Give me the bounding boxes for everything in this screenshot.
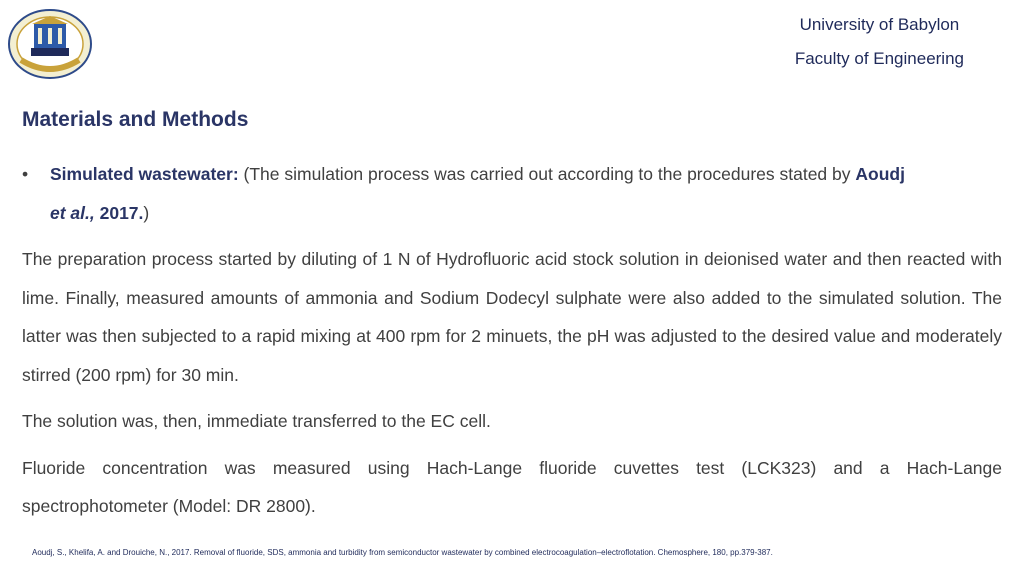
slide-title: Materials and Methods <box>22 108 249 131</box>
institution-header <box>795 8 964 76</box>
slide-body <box>22 155 1002 526</box>
bullet-item <box>22 155 1002 232</box>
faculty-name: Faculty of Engineering <box>794 49 964 68</box>
reference-footnote: Aoudj, S., Khelifa, A. and Drouiche, N., 2017. Removal of fluoride, SDS, ammonia and turbidity from semiconductor wastewater by combined electrocoagulation–electroflotation. Chemosphere, 180, pp.379-387. <box>32 548 773 557</box>
paragraph-measurement: Fluoride concentration was measured using Hach-Lange fluoride cuvettes test (LCK323) and a Hach-Lange spectrophotometer (Model: DR 2800). <box>22 457 1002 516</box>
citation-et-al: et al., <box>50 202 95 223</box>
citation-year: 2017. <box>94 202 144 223</box>
university-name: University of Babylon <box>799 15 960 34</box>
university-logo <box>7 8 93 80</box>
paragraph-transfer: The solution was, then, immediate transferred to the EC cell. <box>22 411 491 431</box>
bullet-text <box>50 155 1002 232</box>
citation-author: Aoudj <box>855 164 905 184</box>
bullet-marker: • <box>22 164 29 184</box>
bullet-label: Simulated wastewater: <box>50 164 239 184</box>
paragraph-preparation: The preparation process started by diluting of 1 N of Hydrofluoric acid stock solution in deionised water and then reacted with lime. Finally, measured amounts of ammonia and Sodium Dodecyl sulphate were also added to the simulated solution. The latter was then subjected to a rapid mixing at 400 rpm for 2 minuets, the pH was adjusted to the desired value and moderately stirred (200 rpm) for 30 min. <box>22 249 1002 385</box>
bullet-body: (The simulation process was carried out according to the procedures stated by <box>238 164 856 184</box>
bullet-close: ) <box>143 202 150 223</box>
